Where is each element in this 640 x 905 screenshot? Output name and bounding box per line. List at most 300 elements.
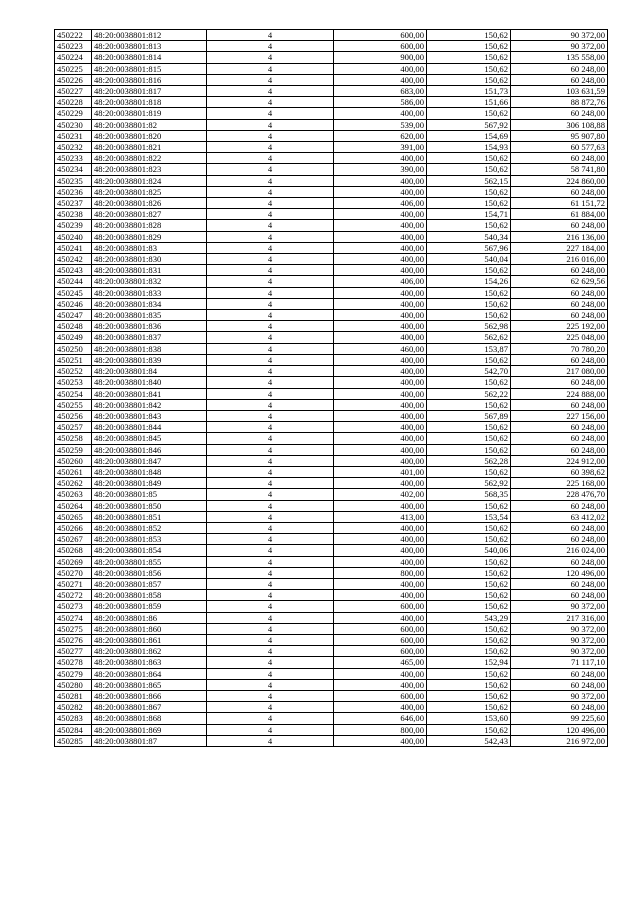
category-cell: 4: [207, 399, 334, 410]
table-row: [55, 63, 608, 74]
row-id-cell: 450281: [55, 690, 92, 701]
area-cell: 400,00: [334, 310, 427, 321]
row-id-cell: 450273: [55, 601, 92, 612]
rate-cell: 150,62: [427, 41, 511, 52]
row-id-cell: 450266: [55, 522, 92, 533]
category-cell: 4: [207, 623, 334, 634]
value-cell: 217 080,00: [511, 366, 608, 377]
cadastral-number-cell: 48:20:0038801:827: [92, 209, 207, 220]
row-id-cell: 450271: [55, 578, 92, 589]
cadastral-number-cell: 48:20:0038801:829: [92, 231, 207, 242]
table-row: [55, 466, 608, 477]
table-row: [55, 534, 608, 545]
value-cell: 60 398,62: [511, 466, 608, 477]
table-row: [55, 478, 608, 489]
cadastral-number-cell: 48:20:0038801:817: [92, 86, 207, 97]
area-cell: 400,00: [334, 444, 427, 455]
value-cell: 306 108,88: [511, 119, 608, 130]
area-cell: 600,00: [334, 601, 427, 612]
row-id-cell: 450251: [55, 354, 92, 365]
row-id-cell: 450263: [55, 489, 92, 500]
value-cell: 99 225,60: [511, 713, 608, 724]
value-cell: 71 117,10: [511, 657, 608, 668]
cadastral-number-cell: 48:20:0038801:866: [92, 690, 207, 701]
value-cell: 60 248,00: [511, 433, 608, 444]
area-cell: 400,00: [334, 422, 427, 433]
table-row: [55, 321, 608, 332]
table-row: [55, 578, 608, 589]
rate-cell: 543,29: [427, 612, 511, 623]
cadastral-number-cell: 48:20:0038801:846: [92, 444, 207, 455]
rate-cell: 150,62: [427, 601, 511, 612]
value-cell: 90 372,00: [511, 634, 608, 645]
table-row: [55, 668, 608, 679]
value-cell: 224 860,00: [511, 175, 608, 186]
value-cell: 216 136,00: [511, 231, 608, 242]
cadastral-number-cell: 48:20:0038801:82: [92, 119, 207, 130]
rate-cell: 150,62: [427, 522, 511, 533]
category-cell: 4: [207, 735, 334, 746]
value-cell: 90 372,00: [511, 601, 608, 612]
category-cell: 4: [207, 377, 334, 388]
value-cell: 61 151,72: [511, 198, 608, 209]
value-cell: 95 907,80: [511, 130, 608, 141]
area-cell: 400,00: [334, 679, 427, 690]
table-row: [55, 354, 608, 365]
rate-cell: 150,62: [427, 220, 511, 231]
rate-cell: 562,15: [427, 175, 511, 186]
row-id-cell: 450277: [55, 646, 92, 657]
cadastral-number-cell: 48:20:0038801:835: [92, 310, 207, 321]
value-cell: 60 248,00: [511, 578, 608, 589]
value-cell: 70 780,20: [511, 343, 608, 354]
cadastral-number-cell: 48:20:0038801:842: [92, 399, 207, 410]
cadastral-number-cell: 48:20:0038801:837: [92, 332, 207, 343]
row-id-cell: 450261: [55, 466, 92, 477]
row-id-cell: 450246: [55, 298, 92, 309]
category-cell: 4: [207, 97, 334, 108]
row-id-cell: 450245: [55, 287, 92, 298]
category-cell: 4: [207, 231, 334, 242]
area-cell: 400,00: [334, 287, 427, 298]
table-row: [55, 623, 608, 634]
category-cell: 4: [207, 466, 334, 477]
value-cell: 216 972,00: [511, 735, 608, 746]
rate-cell: 150,62: [427, 298, 511, 309]
rate-cell: 150,62: [427, 634, 511, 645]
category-cell: 4: [207, 153, 334, 164]
area-cell: 800,00: [334, 724, 427, 735]
table-row: [55, 108, 608, 119]
category-cell: 4: [207, 578, 334, 589]
table-row: [55, 86, 608, 97]
rate-cell: 150,62: [427, 354, 511, 365]
category-cell: 4: [207, 164, 334, 175]
rate-cell: 153,54: [427, 511, 511, 522]
area-cell: 600,00: [334, 30, 427, 41]
cadastral-number-cell: 48:20:0038801:820: [92, 130, 207, 141]
area-cell: 390,00: [334, 164, 427, 175]
rate-cell: 150,62: [427, 646, 511, 657]
rate-cell: 153,60: [427, 713, 511, 724]
row-id-cell: 450223: [55, 41, 92, 52]
row-id-cell: 450236: [55, 186, 92, 197]
area-cell: 400,00: [334, 578, 427, 589]
cadastral-number-cell: 48:20:0038801:865: [92, 679, 207, 690]
value-cell: 90 372,00: [511, 30, 608, 41]
area-cell: 600,00: [334, 690, 427, 701]
table-row: [55, 142, 608, 153]
rate-cell: 150,62: [427, 534, 511, 545]
cadastral-number-cell: 48:20:0038801:818: [92, 97, 207, 108]
rate-cell: 150,62: [427, 556, 511, 567]
row-id-cell: 450224: [55, 52, 92, 63]
row-id-cell: 450279: [55, 668, 92, 679]
category-cell: 4: [207, 119, 334, 130]
cadastral-number-cell: 48:20:0038801:836: [92, 321, 207, 332]
table-row: [55, 489, 608, 500]
table-row: [55, 41, 608, 52]
value-cell: 60 248,00: [511, 153, 608, 164]
category-cell: 4: [207, 702, 334, 713]
row-id-cell: 450235: [55, 175, 92, 186]
row-id-cell: 450239: [55, 220, 92, 231]
rate-cell: 150,62: [427, 433, 511, 444]
rate-cell: 567,89: [427, 410, 511, 421]
value-cell: 60 248,00: [511, 108, 608, 119]
table-row: [55, 545, 608, 556]
category-cell: 4: [207, 410, 334, 421]
row-id-cell: 450240: [55, 231, 92, 242]
category-cell: 4: [207, 646, 334, 657]
row-id-cell: 450250: [55, 343, 92, 354]
rate-cell: 150,62: [427, 164, 511, 175]
category-cell: 4: [207, 108, 334, 119]
area-cell: 460,00: [334, 343, 427, 354]
category-cell: 4: [207, 298, 334, 309]
area-cell: 400,00: [334, 231, 427, 242]
area-cell: 900,00: [334, 52, 427, 63]
rate-cell: 150,62: [427, 265, 511, 276]
area-cell: 400,00: [334, 702, 427, 713]
table-row: [55, 455, 608, 466]
area-cell: 400,00: [334, 590, 427, 601]
rate-cell: 150,62: [427, 623, 511, 634]
table-row: [55, 97, 608, 108]
table-row: [55, 522, 608, 533]
table-row: [55, 164, 608, 175]
rate-cell: 150,62: [427, 153, 511, 164]
rate-cell: 150,62: [427, 422, 511, 433]
cadastral-number-cell: 48:20:0038801:864: [92, 668, 207, 679]
row-id-cell: 450241: [55, 242, 92, 253]
row-id-cell: 450278: [55, 657, 92, 668]
area-cell: 683,00: [334, 86, 427, 97]
value-cell: 60 248,00: [511, 556, 608, 567]
cadastral-number-cell: 48:20:0038801:814: [92, 52, 207, 63]
value-cell: 60 248,00: [511, 679, 608, 690]
row-id-cell: 450283: [55, 713, 92, 724]
table-row: [55, 422, 608, 433]
area-cell: 400,00: [334, 377, 427, 388]
table-row: [55, 713, 608, 724]
table-row: [55, 601, 608, 612]
value-cell: 227 184,00: [511, 242, 608, 253]
row-id-cell: 450249: [55, 332, 92, 343]
table-row: [55, 265, 608, 276]
row-id-cell: 450282: [55, 702, 92, 713]
row-id-cell: 450242: [55, 254, 92, 265]
area-cell: 400,00: [334, 612, 427, 623]
value-cell: 60 248,00: [511, 534, 608, 545]
rate-cell: 150,62: [427, 590, 511, 601]
area-cell: 400,00: [334, 534, 427, 545]
rate-cell: 567,92: [427, 119, 511, 130]
area-cell: 400,00: [334, 74, 427, 85]
area-cell: 400,00: [334, 108, 427, 119]
area-cell: 400,00: [334, 242, 427, 253]
rate-cell: 562,62: [427, 332, 511, 343]
table-row: [55, 231, 608, 242]
area-cell: 539,00: [334, 119, 427, 130]
area-cell: 600,00: [334, 41, 427, 52]
area-cell: 413,00: [334, 511, 427, 522]
rate-cell: 151,66: [427, 97, 511, 108]
table-row: [55, 433, 608, 444]
category-cell: 4: [207, 354, 334, 365]
value-cell: 224 888,00: [511, 388, 608, 399]
area-cell: 620,00: [334, 130, 427, 141]
value-cell: 90 372,00: [511, 623, 608, 634]
area-cell: 400,00: [334, 556, 427, 567]
rate-cell: 150,62: [427, 668, 511, 679]
row-id-cell: 450267: [55, 534, 92, 545]
rate-cell: 150,62: [427, 74, 511, 85]
category-cell: 4: [207, 556, 334, 567]
rate-cell: 150,62: [427, 186, 511, 197]
category-cell: 4: [207, 601, 334, 612]
table-row: [55, 332, 608, 343]
row-id-cell: 450262: [55, 478, 92, 489]
cadastral-number-cell: 48:20:0038801:87: [92, 735, 207, 746]
table-row: [55, 657, 608, 668]
cadastral-number-cell: 48:20:0038801:849: [92, 478, 207, 489]
cadastral-number-cell: 48:20:0038801:86: [92, 612, 207, 623]
row-id-cell: 450254: [55, 388, 92, 399]
cadastral-number-cell: 48:20:0038801:823: [92, 164, 207, 175]
rate-cell: 150,62: [427, 377, 511, 388]
rate-cell: 568,35: [427, 489, 511, 500]
table-row: [55, 702, 608, 713]
row-id-cell: 450260: [55, 455, 92, 466]
area-cell: 600,00: [334, 623, 427, 634]
rate-cell: 150,62: [427, 466, 511, 477]
row-id-cell: 450228: [55, 97, 92, 108]
rate-cell: 542,70: [427, 366, 511, 377]
row-id-cell: 450234: [55, 164, 92, 175]
table-row: [55, 52, 608, 63]
cadastral-number-cell: 48:20:0038801:839: [92, 354, 207, 365]
row-id-cell: 450225: [55, 63, 92, 74]
value-cell: 227 156,00: [511, 410, 608, 421]
area-cell: 465,00: [334, 657, 427, 668]
cadastral-number-cell: 48:20:0038801:844: [92, 422, 207, 433]
category-cell: 4: [207, 63, 334, 74]
value-cell: 228 476,70: [511, 489, 608, 500]
row-id-cell: 450280: [55, 679, 92, 690]
value-cell: 60 248,00: [511, 377, 608, 388]
cadastral-number-cell: 48:20:0038801:812: [92, 30, 207, 41]
rate-cell: 150,62: [427, 702, 511, 713]
row-id-cell: 450255: [55, 399, 92, 410]
table-row: [55, 679, 608, 690]
cadastral-number-cell: 48:20:0038801:833: [92, 287, 207, 298]
value-cell: 90 372,00: [511, 646, 608, 657]
table-row: [55, 287, 608, 298]
area-cell: 400,00: [334, 399, 427, 410]
rate-cell: 150,62: [427, 567, 511, 578]
cadastral-number-cell: 48:20:0038801:831: [92, 265, 207, 276]
value-cell: 58 741,80: [511, 164, 608, 175]
table-row: [55, 724, 608, 735]
rate-cell: 562,22: [427, 388, 511, 399]
value-cell: 225 048,00: [511, 332, 608, 343]
category-cell: 4: [207, 74, 334, 85]
category-cell: 4: [207, 657, 334, 668]
value-cell: 60 248,00: [511, 265, 608, 276]
area-cell: 600,00: [334, 646, 427, 657]
table-row: [55, 30, 608, 41]
rate-cell: 150,62: [427, 198, 511, 209]
row-id-cell: 450257: [55, 422, 92, 433]
table-row: [55, 198, 608, 209]
table-row: [55, 500, 608, 511]
area-cell: 400,00: [334, 220, 427, 231]
cadastral-number-cell: 48:20:0038801:821: [92, 142, 207, 153]
category-cell: 4: [207, 321, 334, 332]
value-cell: 60 248,00: [511, 298, 608, 309]
rate-cell: 150,62: [427, 108, 511, 119]
row-id-cell: 450259: [55, 444, 92, 455]
cadastral-value-table: [54, 29, 608, 747]
value-cell: 60 248,00: [511, 74, 608, 85]
table-row: [55, 220, 608, 231]
rate-cell: 150,62: [427, 724, 511, 735]
category-cell: 4: [207, 567, 334, 578]
cadastral-number-cell: 48:20:0038801:825: [92, 186, 207, 197]
cadastral-number-cell: 48:20:0038801:855: [92, 556, 207, 567]
category-cell: 4: [207, 478, 334, 489]
table-row: [55, 366, 608, 377]
value-cell: 90 372,00: [511, 690, 608, 701]
value-cell: 60 248,00: [511, 422, 608, 433]
value-cell: 217 316,00: [511, 612, 608, 623]
row-id-cell: 450265: [55, 511, 92, 522]
area-cell: 400,00: [334, 209, 427, 220]
rate-cell: 540,34: [427, 231, 511, 242]
area-cell: 400,00: [334, 455, 427, 466]
table-row: [55, 634, 608, 645]
value-cell: 135 558,00: [511, 52, 608, 63]
rate-cell: 154,71: [427, 209, 511, 220]
table-row: [55, 74, 608, 85]
cadastral-number-cell: 48:20:0038801:853: [92, 534, 207, 545]
category-cell: 4: [207, 287, 334, 298]
cadastral-number-cell: 48:20:0038801:868: [92, 713, 207, 724]
cadastral-number-cell: 48:20:0038801:862: [92, 646, 207, 657]
rate-cell: 154,26: [427, 276, 511, 287]
value-cell: 224 912,00: [511, 455, 608, 466]
cadastral-number-cell: 48:20:0038801:843: [92, 410, 207, 421]
row-id-cell: 450247: [55, 310, 92, 321]
value-cell: 225 168,00: [511, 478, 608, 489]
value-cell: 88 872,76: [511, 97, 608, 108]
category-cell: 4: [207, 332, 334, 343]
area-cell: 400,00: [334, 433, 427, 444]
category-cell: 4: [207, 30, 334, 41]
row-id-cell: 450258: [55, 433, 92, 444]
row-id-cell: 450256: [55, 410, 92, 421]
category-cell: 4: [207, 220, 334, 231]
category-cell: 4: [207, 86, 334, 97]
category-cell: 4: [207, 668, 334, 679]
area-cell: 402,00: [334, 489, 427, 500]
row-id-cell: 450244: [55, 276, 92, 287]
category-cell: 4: [207, 545, 334, 556]
rate-cell: 154,93: [427, 142, 511, 153]
rate-cell: 150,62: [427, 399, 511, 410]
category-cell: 4: [207, 522, 334, 533]
value-cell: 63 412,02: [511, 511, 608, 522]
row-id-cell: 450284: [55, 724, 92, 735]
area-cell: 400,00: [334, 522, 427, 533]
area-cell: 400,00: [334, 735, 427, 746]
row-id-cell: 450285: [55, 735, 92, 746]
cadastral-number-cell: 48:20:0038801:816: [92, 74, 207, 85]
category-cell: 4: [207, 186, 334, 197]
category-cell: 4: [207, 52, 334, 63]
cadastral-number-cell: 48:20:0038801:847: [92, 455, 207, 466]
value-cell: 60 248,00: [511, 186, 608, 197]
row-id-cell: 450232: [55, 142, 92, 153]
cadastral-number-cell: 48:20:0038801:824: [92, 175, 207, 186]
area-cell: 400,00: [334, 254, 427, 265]
rate-cell: 562,28: [427, 455, 511, 466]
table-row: [55, 690, 608, 701]
table-row: [55, 590, 608, 601]
cadastral-number-cell: 48:20:0038801:869: [92, 724, 207, 735]
area-cell: 400,00: [334, 186, 427, 197]
rate-cell: 152,94: [427, 657, 511, 668]
category-cell: 4: [207, 175, 334, 186]
value-cell: 216 016,00: [511, 254, 608, 265]
rate-cell: 150,62: [427, 690, 511, 701]
row-id-cell: 450252: [55, 366, 92, 377]
value-cell: 60 248,00: [511, 444, 608, 455]
cadastral-number-cell: 48:20:0038801:830: [92, 254, 207, 265]
value-cell: 225 192,00: [511, 321, 608, 332]
value-cell: 120 496,00: [511, 567, 608, 578]
rate-cell: 150,62: [427, 30, 511, 41]
category-cell: 4: [207, 455, 334, 466]
cadastral-number-cell: 48:20:0038801:832: [92, 276, 207, 287]
area-cell: 400,00: [334, 478, 427, 489]
area-cell: 400,00: [334, 500, 427, 511]
value-cell: 60 248,00: [511, 310, 608, 321]
cadastral-number-cell: 48:20:0038801:851: [92, 511, 207, 522]
row-id-cell: 450269: [55, 556, 92, 567]
rate-cell: 567,96: [427, 242, 511, 253]
